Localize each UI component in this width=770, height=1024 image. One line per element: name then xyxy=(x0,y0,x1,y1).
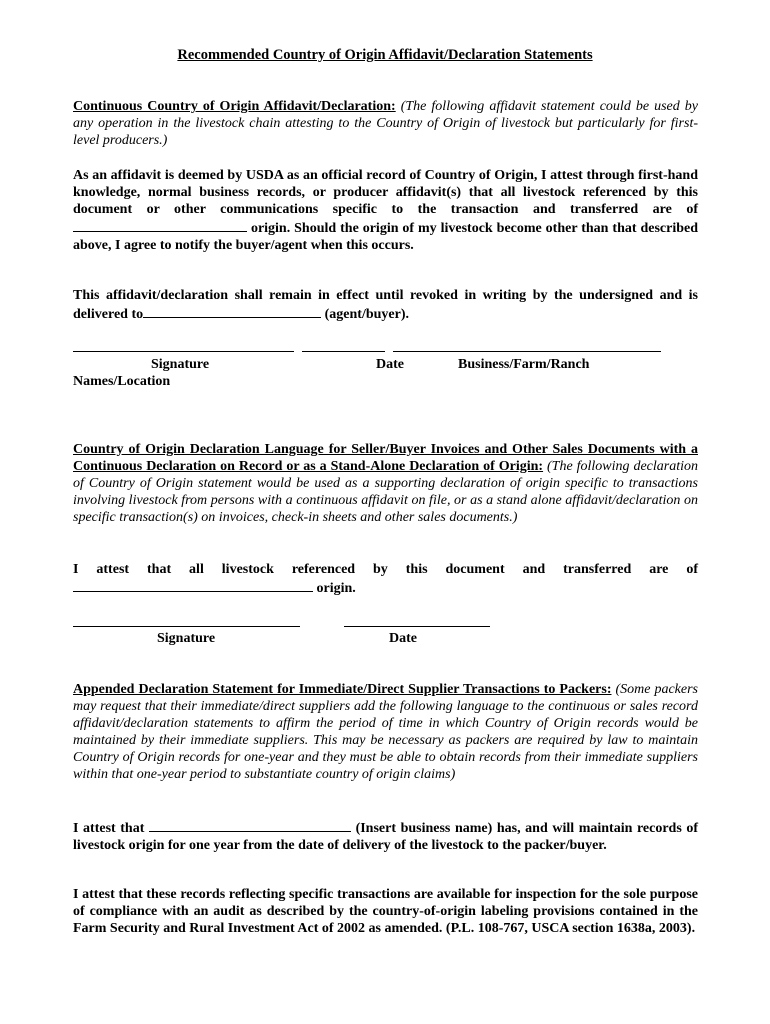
origin-country-field[interactable] xyxy=(73,218,247,232)
section1-intro-block xyxy=(73,98,698,149)
business-name-field[interactable] xyxy=(149,818,351,832)
section3-attest2-paragraph: I attest that these records reflecting specific transactions are available for inspection for the sole purpose of compliance with an audit as described by the country-of-origin labeling provisions contained in the Farm Security and Rural Investment Act of 2002 as amended. (P.L. 108-767, USCA section 1638a, 2003). xyxy=(73,887,698,936)
date-line-2[interactable] xyxy=(344,626,490,627)
section3-attest1-start: I attest that xyxy=(73,821,145,836)
signature-line-2[interactable] xyxy=(73,626,300,627)
section3-intro-block xyxy=(73,681,698,783)
section1-affidavit-paragraph xyxy=(73,167,698,254)
document-title: Recommended Country of Origin Affidavit/Declaration Statements xyxy=(177,47,593,63)
section2-origin-field[interactable] xyxy=(73,578,313,592)
section3-intro: (Some packers may request that their immediate/direct suppliers add the following language to the continuous or sales record affidavit/declaration statements to affirm the period of time in which Country of Origin records would be maintained by their immediate suppliers. This may be necessary as packers are required by law to maintain Country of Origin records for one-year and they must be able to obtain records from their immediate suppliers within that one-year period to substantiate country of origin claims) xyxy=(73,682,699,782)
section1-delivery-paragraph xyxy=(73,287,698,323)
signature-label-2: Signature xyxy=(157,631,216,646)
section3-attest1-paragraph xyxy=(73,818,698,854)
business-label: Business/Farm/Ranch xyxy=(458,357,590,372)
section1-para2-end: (agent/buyer). xyxy=(324,307,410,322)
section2-attest-paragraph xyxy=(73,561,698,597)
signature-label-1: Signature xyxy=(151,357,210,372)
section2-intro: (The following declaration of Country of Origin statement would be used as a supporting declaration of origin specific to transactions involving livestock from persons with a continuous affidavit on file, or as a stand alone affidavit/declaration on specific transaction(s) on invoices, check-in sheets and other sales documents.) xyxy=(73,459,699,525)
section2-heading: Country of Origin Declaration Language for Seller/Buyer Invoices and Other Sales Documents with a Continuous Declaration on Record or as a Stand-Alone Declaration of Origin: xyxy=(73,442,698,474)
signature-line-1[interactable] xyxy=(73,351,294,352)
section2-attest-start: I attest that all livestock referenced by this document and transferred are of xyxy=(73,562,698,577)
section2-attest-end: origin. xyxy=(316,581,356,596)
section1-intro: (The following affidavit statement could be used by any operation in the livestock chain attesting to the Country of Origin of livestock but particularly for first-level producers.) xyxy=(73,99,698,148)
section3-heading: Appended Declaration Statement for Immediate/Direct Supplier Transactions to Packers: xyxy=(73,682,612,697)
agent-buyer-field[interactable] xyxy=(143,304,321,318)
section2-intro-block xyxy=(73,441,698,526)
section3-attest1-end: (Insert business name) has, and will maintain records of livestock origin for one year from the date of delivery of the livestock to the packer/buyer. xyxy=(73,821,699,853)
date-line-1[interactable] xyxy=(302,351,385,352)
date-label-2: Date xyxy=(389,631,417,646)
date-label-1: Date xyxy=(376,357,404,372)
section1-para1-end: origin. Should the origin of my livestock become other than that described above, I agree to notify the buyer/agent when this occurs. xyxy=(73,221,698,253)
section1-para2-start: This affidavit/declaration shall remain in effect until revoked in writing by the undersigned and is delivered to xyxy=(73,288,698,322)
names-location-label: Names/Location xyxy=(73,374,171,389)
section1-para1-start: As an affidavit is deemed by USDA as an official record of Country of Origin, I attest through first-hand knowledge, normal business records, or producer affidavit(s) that all livestock referenced by this document or other communications specific to the transaction and transferred are of xyxy=(73,168,698,217)
section1-heading: Continuous Country of Origin Affidavit/Declaration: xyxy=(73,99,396,114)
business-line-1[interactable] xyxy=(393,351,661,352)
